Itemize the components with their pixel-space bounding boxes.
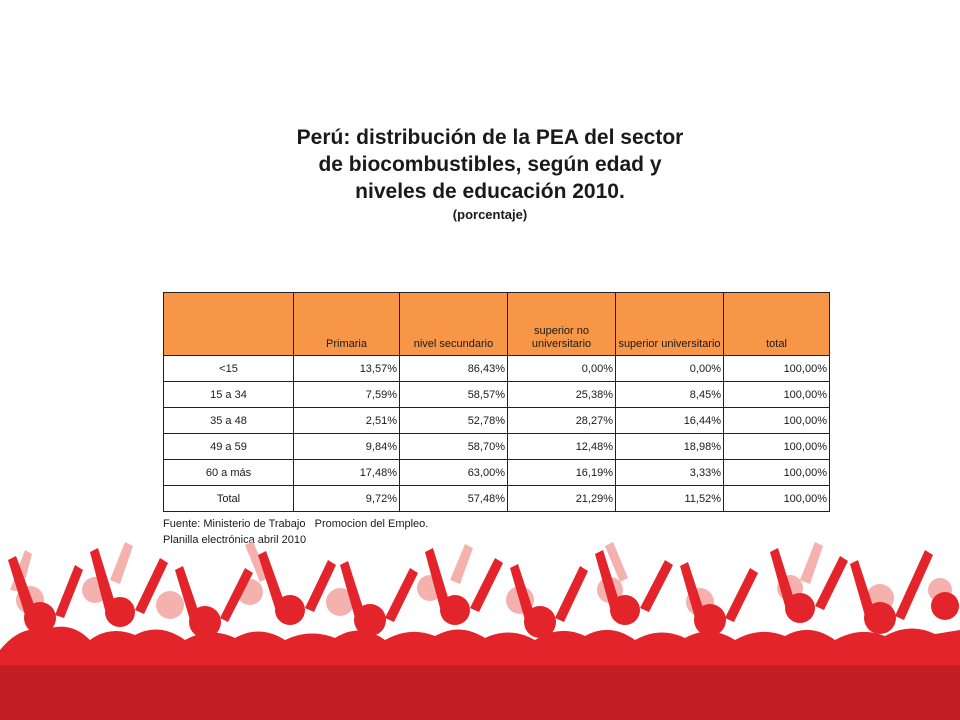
title-line-3: niveles de educación 2010. — [355, 180, 625, 203]
table-header-row — [164, 293, 830, 356]
cell-primaria: 9,72% — [294, 486, 400, 512]
cell-secundario: 86,43% — [400, 356, 508, 382]
cell-primaria: 7,59% — [294, 382, 400, 408]
cell-superior-universitario: 16,44% — [616, 408, 724, 434]
cell-total: 100,00% — [724, 408, 830, 434]
table-row — [164, 434, 830, 460]
cell-total: 100,00% — [724, 486, 830, 512]
source-line-2: Planilla electrónica abril 2010 — [163, 534, 307, 546]
crowd-shadow-band — [0, 665, 960, 720]
cell-primaria: 2,51% — [294, 408, 400, 434]
table-row — [164, 460, 830, 486]
cell-superior-universitario: 0,00% — [616, 356, 724, 382]
subtitle: (porcentaje) — [452, 207, 528, 222]
slide-title — [180, 124, 800, 224]
cell-secundario: 63,00% — [400, 460, 508, 486]
cell-total: 100,00% — [724, 434, 830, 460]
row-label: 60 a más — [164, 460, 294, 486]
table-row — [164, 382, 830, 408]
cell-superior-universitario: 3,33% — [616, 460, 724, 486]
cell-superior-universitario: 18,98% — [616, 434, 724, 460]
pea-distribution-table — [163, 292, 830, 512]
table-row — [164, 408, 830, 434]
source-line-1: Fuente: Ministerio de Trabajo Promocion del Empleo. — [163, 518, 429, 530]
cell-superior-no-universitario: 0,00% — [508, 356, 616, 382]
cell-secundario: 57,48% — [400, 486, 508, 512]
cell-superior-no-universitario: 16,19% — [508, 460, 616, 486]
cell-primaria: 9,84% — [294, 434, 400, 460]
header-age — [164, 293, 294, 356]
header-secundario: nivel secundario — [400, 293, 508, 356]
cell-total: 100,00% — [724, 356, 830, 382]
cell-primaria: 17,48% — [294, 460, 400, 486]
row-label: 35 a 48 — [164, 408, 294, 434]
header-primaria: Primaria — [294, 293, 400, 356]
cell-superior-no-universitario: 12,48% — [508, 434, 616, 460]
row-label: 49 a 59 — [164, 434, 294, 460]
row-label: 15 a 34 — [164, 382, 294, 408]
cell-secundario: 52,78% — [400, 408, 508, 434]
cell-primaria: 13,57% — [294, 356, 400, 382]
cheering-crowd-illustration — [0, 530, 960, 720]
table-row — [164, 356, 830, 382]
cell-superior-no-universitario: 28,27% — [508, 408, 616, 434]
cell-secundario: 58,70% — [400, 434, 508, 460]
cell-total: 100,00% — [724, 382, 830, 408]
header-total: total — [724, 293, 830, 356]
cell-superior-no-universitario: 25,38% — [508, 382, 616, 408]
cell-total: 100,00% — [724, 460, 830, 486]
title-line-1: Perú: distribución de la PEA del sector — [296, 126, 684, 149]
cell-superior-no-universitario: 21,29% — [508, 486, 616, 512]
row-label: Total — [164, 486, 294, 512]
cell-superior-universitario: 8,45% — [616, 382, 724, 408]
table-row-total — [164, 486, 830, 512]
cell-secundario: 58,57% — [400, 382, 508, 408]
header-superior-no-universitario: superior no universitario — [508, 293, 616, 356]
title-line-2: de biocombustibles, según edad y — [318, 153, 662, 176]
header-superior-universitario: superior universitario — [616, 293, 724, 356]
cell-superior-universitario: 11,52% — [616, 486, 724, 512]
row-label: <15 — [164, 356, 294, 382]
